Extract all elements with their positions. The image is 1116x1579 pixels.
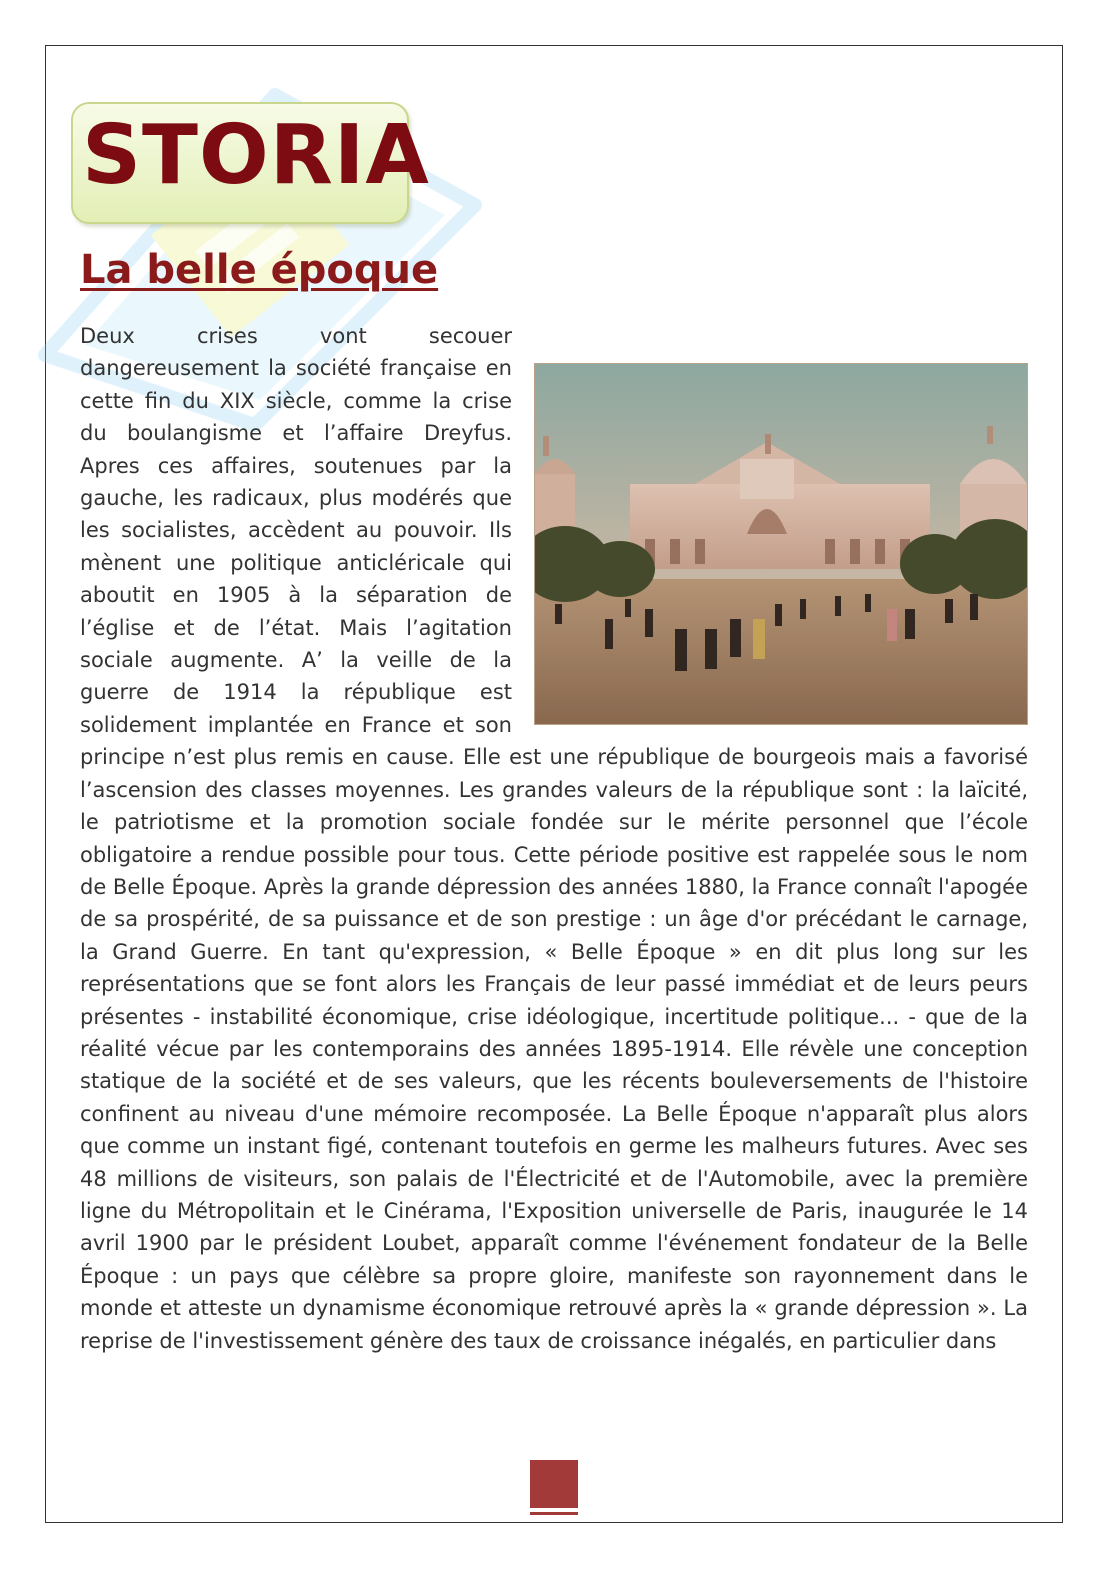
body-text-block	[80, 320, 1028, 1357]
body-paragraph: Deux crises vont secouer dangereusement la société française en cette fin du XIX siècle, comme la crise du boulangisme et l’affaire Dreyfus. Apres ces affaires, soutenues par la gauche, les radicaux, plus modérés que les socialistes, accèdent au pouvoir. Ils mènent une politique anticléricale qui aboutit en 1905 à la séparation de l’église et de l’état. Mais l’agitation sociale augmente. A’ la veille de la guerre de 1914 la république est solidement implantée en France et son principe n’est plus remis en cause. Elle est une république de bourgeois mais a favorisé l’ascension des classes moyennes. Les grandes valeurs de la république sont : la laïcité, le patriotisme et la promotion sociale fondée sur le mérite personnel que l’école obligatoire a rendue possible pour tous. Cette période positive est rappelée sous le nom de Belle Époque. Après la grande dépression des années 1880, la France connaît l'apogée de sa prospérité, de sa puissance et de son prestige : un âge d'or précédant le carnage, la Grand Guerre. En tant qu'expression, « Belle Époque » en dit plus long sur les représentations que se font alors les Français de leur passé immédiat et de leurs peurs présentes - instabilité économique, crise idéologique, incertitude politique... - que de la réalité vécue par les contemporains des années 1895-1914. Elle révèle une conception statique de la société et de ses valeurs, que les récents bouleversements de l'histoire confinent au niveau d'une mémoire recomposée. La Belle Époque n'apparaît plus alors que comme un instant figé, contenant toutefois en germe les malheurs futures. Avec ses 48 millions de visiteurs, son palais de l'Électricité et de l'Automobile, avec la première ligne du Métropolitain et le Cinérama, l'Exposition universelle de Paris, inaugurée le 14 avril 1900 par le président Loubet, apparaît comme l'événement fondateur de la Belle Époque : un pays que célèbre sa propre gloire, manifeste son rayonnement dans le monde et atteste un dynamisme économique retrouvé après la « grande dépression ». La reprise de l'investissement génère des taux de croissance inégalés, en particulier dans	[80, 324, 1028, 1353]
page-title: STORIA	[82, 108, 430, 203]
section-heading: La belle époque	[80, 247, 439, 293]
exposition-photo	[534, 363, 1028, 725]
footer-line	[530, 1512, 578, 1515]
footer-mark	[530, 1460, 578, 1508]
